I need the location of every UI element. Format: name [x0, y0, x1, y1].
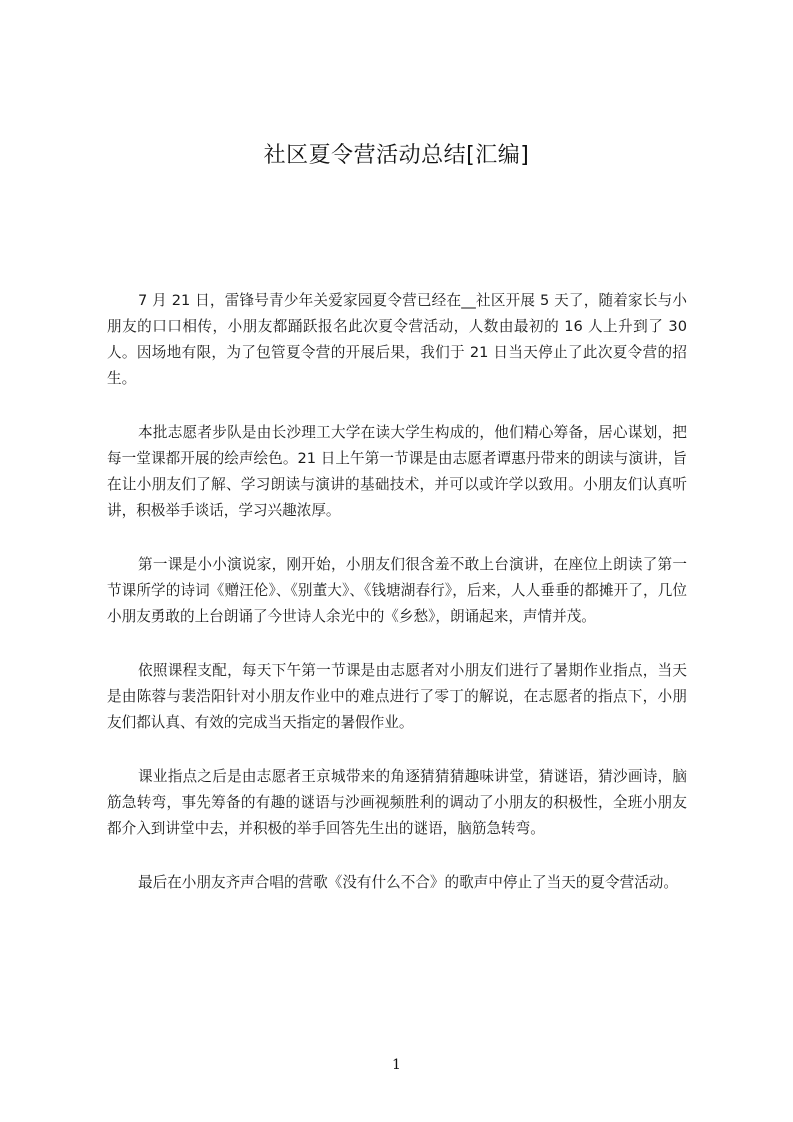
- paragraph-6: 最后在小朋友齐声合唱的营歌《没有什么不合》的歌声中停止了当天的夏令营活动。: [138, 874, 678, 891]
- paragraph-5: 课业指点之后是由志愿者王京城带来的角逐猜猜猜趣味讲堂，猜谜语，猜沙画诗，脑筋急转弯，事先筹备的有趣的谜语与沙画视频胜利的调动了小朋友的积极性，全班小朋友都介入到讲堂中去，并积极的举手回答先生出的谜语，脑筋急转弯。: [107, 768, 687, 837]
- page-number: 1: [392, 1057, 401, 1073]
- paragraph-1: 7 月 21 日，雷锋号青少年关爱家园夏令营已经在__社区开展 5 天了，随着家长与小朋友的口口相传，小朋友都踊跃报名此次夏令营活动，人数由最初的 16 人上升到了 30 人。因场地有限，为了包管夏令营的开展后果，我们于 21 日当天停止了此次夏令营的招生。: [107, 292, 687, 387]
- paragraph-4: 依照课程支配，每天下午第一节课是由志愿者对小朋友们进行了暑期作业指点，当天是由陈蓉与裴浩阳针对小朋友作业中的难点进行了零丁的解说，在志愿者的指点下，小朋友们都认真、有效的完成当天指定的暑假作业。: [107, 662, 687, 731]
- document-body: [107, 288, 687, 924]
- paragraph-3: 第一课是小小演说家，刚开始，小朋友们很含羞不敢上台演讲，在座位上朗读了第一节课所学的诗词《赠汪伦》、《别董大》、《钱塘湖春行》，后来，人人垂垂的都摊开了，几位小朋友勇敢的上台朗诵了今世诗人余光中的《乡愁》，朗诵起来，声情并茂。: [107, 556, 687, 625]
- page-title: 社区夏令营活动总结[汇编]: [263, 143, 530, 168]
- paragraph-2: 本批志愿者步队是由长沙理工大学在读大学生构成的，他们精心筹备，居心谋划，把每一堂课都开展的绘声绘色。21 日上午第一节课是由志愿者谭惠丹带来的朗读与演讲，旨在让小朋友们了解、学习朗读与演讲的基础技术，并可以或许学以致用。小朋友们认真听讲，积极举手谈话，学习兴趣浓厚。: [107, 424, 687, 519]
